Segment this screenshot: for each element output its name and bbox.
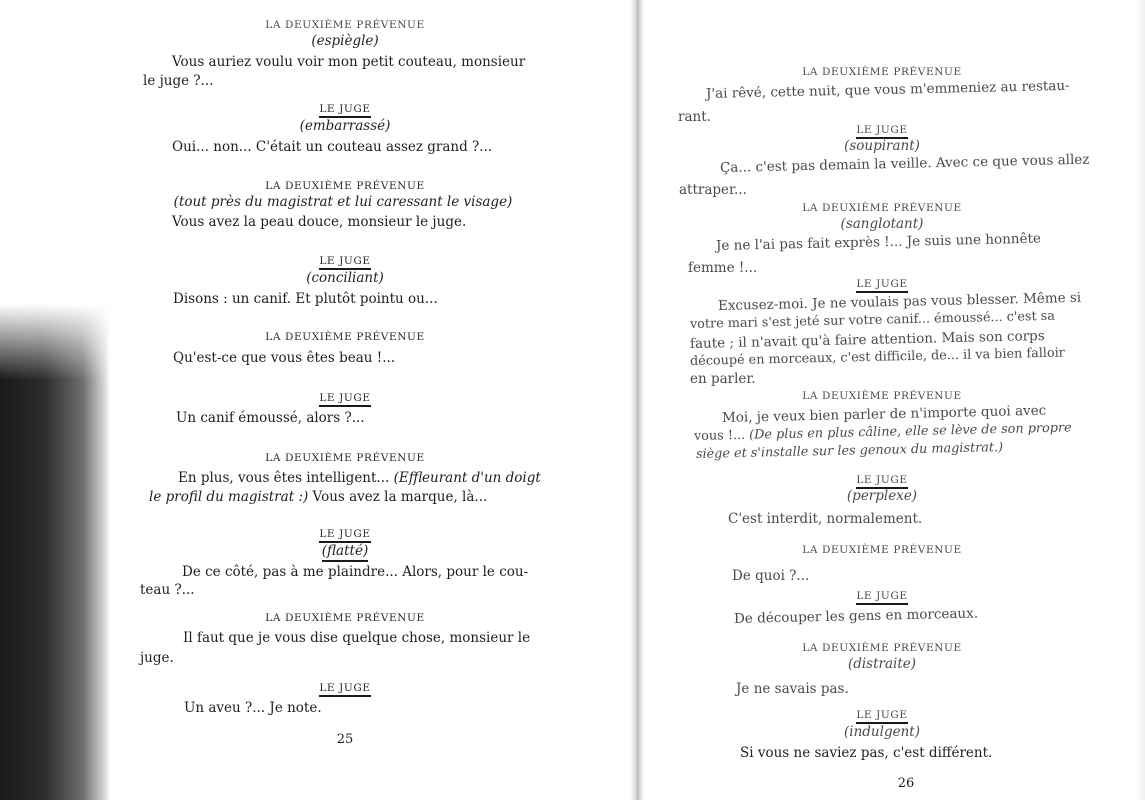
dialogue-line: Je ne l'ai pas fait exprès !... Je suis une honnête bbox=[715, 230, 1042, 254]
stage-direction: (sanglotant) bbox=[840, 216, 924, 232]
speaker-label: LE JUGE bbox=[676, 278, 1088, 293]
dialogue-line: rant. bbox=[678, 109, 711, 125]
dialogue-line: siège et s'installe sur les genoux du magistrat.) bbox=[695, 440, 1004, 462]
stage-direction: (espiègle) bbox=[311, 33, 379, 49]
speaker-label: LA DEUXIÈME PRÉVENUE bbox=[802, 390, 962, 402]
dialogue-line: découpé en morceaux, c'est difficile, de... il va bien falloir bbox=[689, 345, 1066, 369]
dialogue-line: De quoi ?... bbox=[732, 568, 810, 584]
dialogue-line: Vous auriez voulu voir mon petit couteau, monsieur bbox=[172, 54, 526, 70]
dialogue-line: Il faut que je vous dise quelque chose, monsieur le bbox=[183, 630, 531, 646]
dialogue-line: votre mari s'est jeté sur votre canif... émoussé... c'est sa bbox=[689, 308, 1056, 332]
dialogue-line: Si vous ne saviez pas, c'est différent. bbox=[740, 745, 993, 761]
page-number: 25 bbox=[336, 732, 354, 747]
stage-direction: (conciliant) bbox=[306, 270, 384, 286]
speaker-label: LA DEUXIÈME PRÉVENUE bbox=[265, 452, 425, 464]
stage-direction: (perplexe) bbox=[846, 488, 918, 504]
speaker-label: LA DEUXIÈME PRÉVENUE bbox=[265, 180, 425, 192]
dialogue-line: Disons : un canif. Et plutôt pointu ou... bbox=[173, 291, 438, 307]
speaker-label: LA DEUXIÈME PRÉVENUE bbox=[802, 642, 962, 654]
stage-direction: (soupirant) bbox=[844, 138, 920, 154]
speaker-label: LE JUGE bbox=[140, 392, 550, 407]
dialogue-line: De découper les gens en morceaux. bbox=[733, 605, 979, 627]
speaker-label: LE JUGE bbox=[140, 255, 550, 270]
right-page bbox=[676, 0, 1088, 800]
speaker-label: LA DEUXIÈME PRÉVENUE bbox=[265, 612, 425, 624]
page-number: 26 bbox=[897, 776, 915, 791]
speaker-label: LA DEUXIÈME PRÉVENUE bbox=[802, 202, 962, 214]
dialogue-line: En plus, vous êtes intelligent... (Effleurant d'un doigt bbox=[178, 470, 541, 486]
stage-direction: (tout près du magistrat et lui caressant le visage) bbox=[173, 194, 513, 210]
dialogue-line: Qu'est-ce que vous êtes beau !... bbox=[173, 350, 396, 366]
book-gutter bbox=[630, 0, 644, 800]
dialogue-line: vous !... (De plus en plus câline, elle se lève de son propre bbox=[693, 420, 1072, 444]
dialogue-line: Excusez-moi. Je ne voulais pas vous blesser. Même si bbox=[717, 289, 1082, 314]
speaker-label: LE JUGE bbox=[676, 124, 1088, 139]
speaker-label: LE JUGE bbox=[140, 682, 550, 697]
dialogue-line: Un aveu ?... Je note. bbox=[184, 700, 322, 716]
speaker-label: LA DEUXIÈME PRÉVENUE bbox=[265, 19, 425, 31]
stage-direction: (indulgent) bbox=[844, 724, 920, 740]
speaker-label: LE JUGE bbox=[676, 709, 1088, 724]
dialogue-line: J'ai rêvé, cette nuit, que vous m'emmeniez au restau- bbox=[705, 77, 1070, 102]
stage-direction: (distraite) bbox=[847, 656, 917, 672]
speaker-label: LE JUGE bbox=[676, 590, 1088, 605]
stage-direction: (flatté) bbox=[140, 543, 550, 559]
speaker-label: LE JUGE bbox=[676, 474, 1088, 489]
speaker-label: LA DEUXIÈME PRÉVENUE bbox=[802, 544, 962, 556]
dialogue-line: le profil du magistrat :) Vous avez la marque, là... bbox=[149, 489, 488, 505]
speaker-label: LE JUGE bbox=[140, 528, 550, 543]
dialogue-line: Vous avez la peau douce, monsieur le juge. bbox=[172, 214, 467, 230]
scan-edge-right bbox=[1135, 0, 1145, 800]
speaker-label: LA DEUXIÈME PRÉVENUE bbox=[802, 66, 962, 78]
dialogue-line: Ça... c'est pas demain la veille. Avec ce que vous allez bbox=[719, 151, 1090, 176]
dialogue-line: femme !... bbox=[688, 260, 758, 276]
speaker-label: LE JUGE bbox=[140, 103, 550, 118]
dialogue-line: attraper... bbox=[679, 182, 747, 198]
stage-direction: (embarrassé) bbox=[299, 118, 391, 134]
dialogue-line: Oui... non... C'était un couteau assez grand ?... bbox=[172, 139, 493, 155]
dialogue-line: De ce côté, pas à me plaindre... Alors, pour le cou- bbox=[182, 564, 529, 580]
dialogue-line: Un canif émoussé, alors ?... bbox=[176, 410, 365, 426]
dialogue-line: Moi, je veux bien parler de n'importe quoi avec bbox=[721, 402, 1047, 426]
dialogue-line: Je ne savais pas. bbox=[736, 681, 849, 697]
scan-shadow-left bbox=[0, 0, 110, 800]
dialogue-line: en parler. bbox=[690, 371, 756, 387]
dialogue-line: le juge ?... bbox=[143, 73, 214, 89]
dialogue-line: C'est interdit, normalement. bbox=[728, 511, 923, 527]
dialogue-line: teau ?... bbox=[140, 582, 195, 598]
dialogue-line: faute ; il n'avait qu'à faire attention. Mais son corps bbox=[689, 327, 1045, 352]
left-page bbox=[140, 0, 550, 800]
dialogue-line: juge. bbox=[140, 650, 174, 666]
speaker-label: LA DEUXIÈME PRÉVENUE bbox=[265, 331, 425, 343]
